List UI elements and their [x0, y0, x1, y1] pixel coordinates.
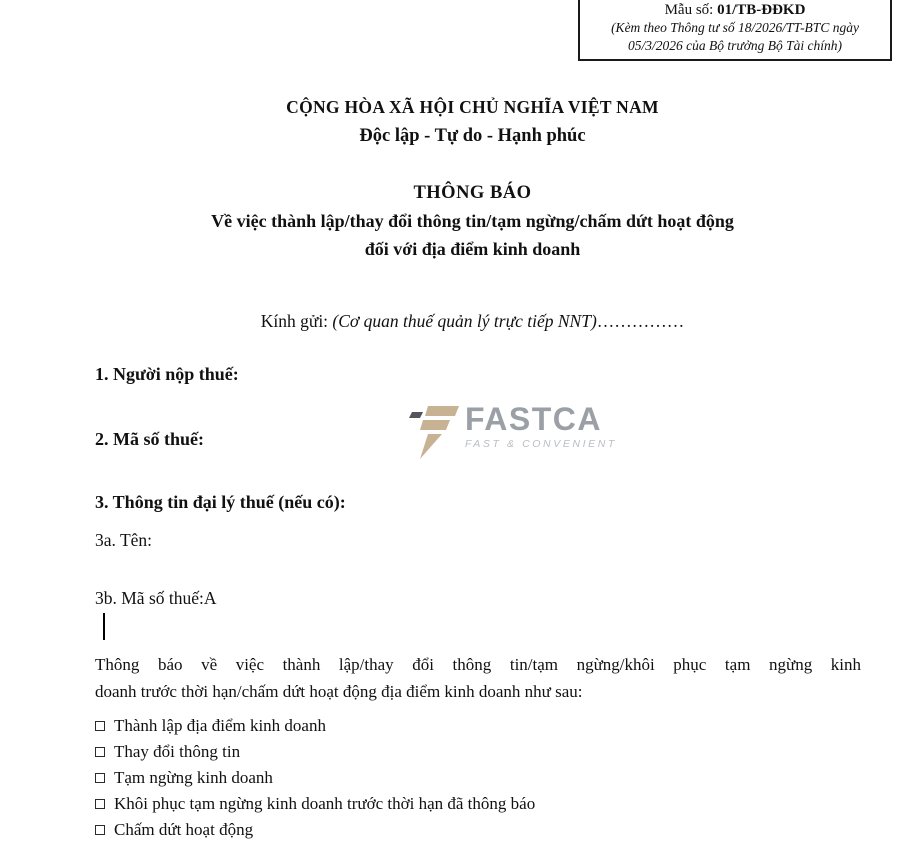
checkbox-label: Khôi phục tạm ngừng kinh doanh trước thời hạn đã thông báo: [114, 794, 536, 813]
checkbox-option-establish[interactable]: [95, 713, 535, 739]
checkbox-label: Thành lập địa điểm kinh doanh: [114, 716, 326, 735]
checkbox-option-suspend[interactable]: [95, 765, 535, 791]
salutation-line: [45, 311, 900, 332]
notice-intro-paragraph: [95, 651, 861, 705]
checkbox-icon[interactable]: [95, 825, 105, 835]
document-subtitle-line1: Về việc thành lập/thay đổi thông tin/tạm ngừng/chấm dứt hoạt động: [211, 211, 734, 231]
form-number-code: 01/TB-ĐĐKD: [717, 2, 806, 18]
fastca-brand-text: FASTCA: [465, 401, 602, 437]
notice-options-list: [95, 713, 535, 843]
document-subtitle-line2: đối với địa điểm kinh doanh: [364, 239, 581, 259]
checkbox-label: Tạm ngừng kinh doanh: [114, 768, 273, 787]
checkbox-option-resume-early[interactable]: [95, 791, 535, 817]
field-taxpayer-name[interactable]: 1. Người nộp thuế:: [95, 364, 239, 384]
salutation-dotted-line: ……………: [596, 311, 685, 331]
document-title: THÔNG BÁO: [413, 183, 532, 203]
checkbox-label: Chấm dứt hoạt động: [114, 820, 254, 839]
text-cursor: [103, 613, 105, 640]
field-tax-agent-code[interactable]: [95, 588, 217, 609]
notice-intro-line1: Thông báo về việc thành lập/thay đổi thông tin/tạm ngừng/khôi phục tạm ngừng kinh: [95, 655, 861, 674]
fastca-watermark: [407, 401, 617, 466]
field-tax-code[interactable]: 2. Mã số thuế:: [95, 429, 204, 449]
salutation-label: Kính gửi:: [260, 311, 333, 331]
form-number-label: Mẫu số:: [664, 2, 718, 18]
checkbox-icon[interactable]: [95, 721, 105, 731]
field-tax-agent-info: 3. Thông tin đại lý thuế (nếu có):: [95, 492, 346, 512]
form-number-box: [578, 0, 892, 61]
national-motto-line1: CỘNG HÒA XÃ HỘI CHỦ NGHĨA VIỆT NAM: [286, 97, 659, 117]
form-circular-reference-2: 05/3/2026 của Bộ trưởng Bộ Tài chính): [627, 38, 843, 53]
checkbox-label: Thay đổi thông tin: [114, 742, 241, 761]
checkbox-icon[interactable]: [95, 799, 105, 809]
fastca-bolt-icon: [407, 403, 459, 466]
checkbox-icon[interactable]: [95, 747, 105, 757]
checkbox-option-change-info[interactable]: [95, 739, 535, 765]
tax-agent-code-label: 3b. Mã số thuế:: [95, 588, 204, 608]
tax-agent-code-value: A: [203, 588, 217, 608]
fastca-tagline-text: FAST & CONVENIENT: [465, 438, 617, 450]
form-circular-reference: (Kèm theo Thông tư số 18/2026/TT-BTC ngày: [611, 20, 859, 35]
checkbox-icon[interactable]: [95, 773, 105, 783]
form-number-line: [582, 1, 888, 19]
checkbox-option-terminate[interactable]: [95, 817, 535, 843]
fastca-wordmark: [465, 403, 617, 450]
salutation-recipient: (Cơ quan thuế quản lý trực tiếp NNT): [332, 311, 597, 331]
national-motto-line2: Độc lập - Tự do - Hạnh phúc: [359, 126, 586, 146]
notice-intro-line2: doanh trước thời hạn/chấm dứt hoạt động địa điểm kinh doanh như sau:: [95, 682, 583, 701]
field-tax-agent-name[interactable]: 3a. Tên:: [95, 530, 153, 550]
